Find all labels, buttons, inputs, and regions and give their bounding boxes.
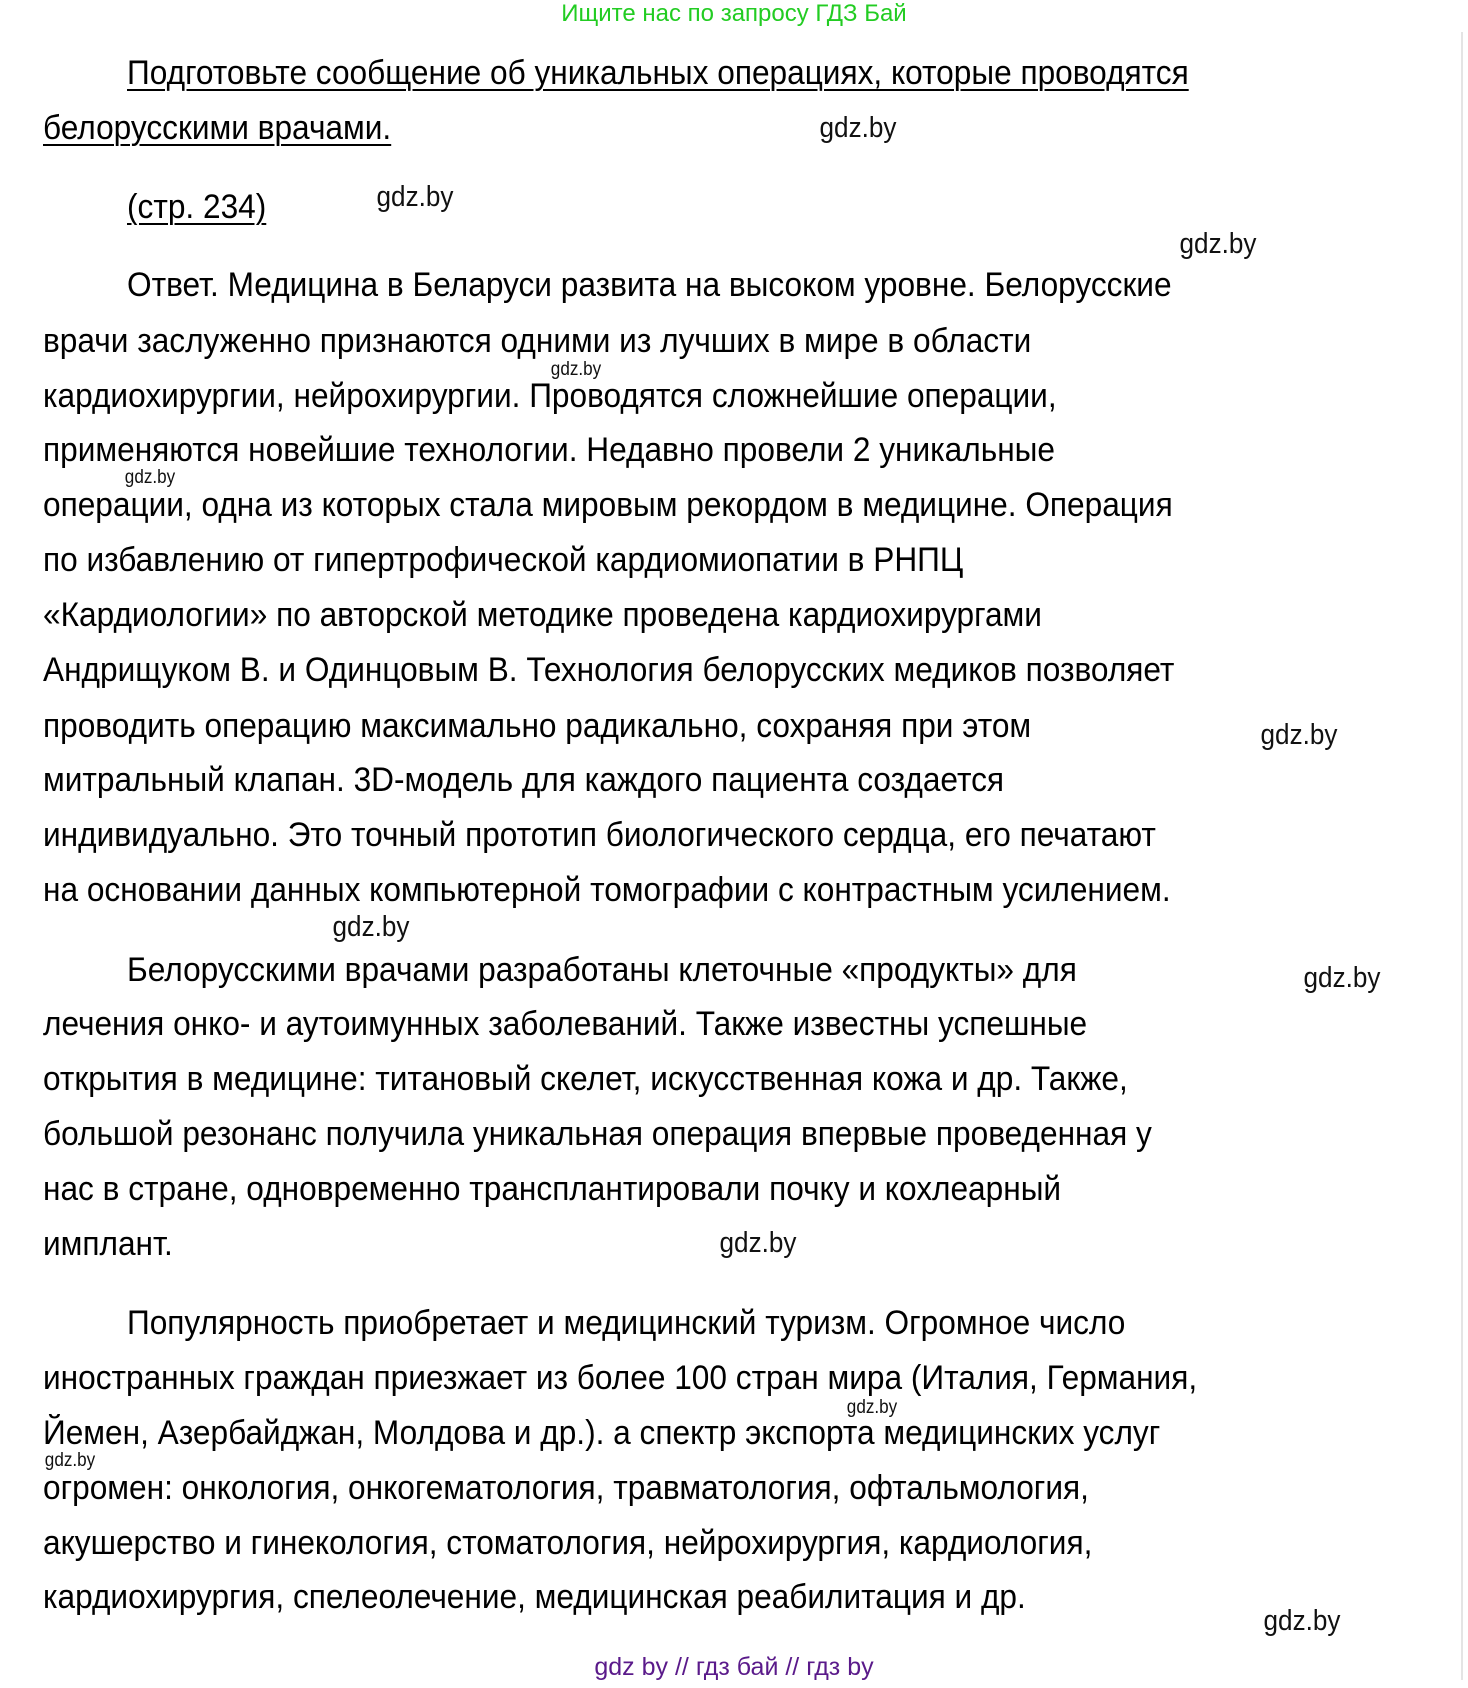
watermark-text: gdz.by — [550, 359, 602, 380]
answer-text-line: имплант. — [43, 1225, 173, 1263]
answer-text-line: операции, одна из которых стала мировым рекордом в медицине. Операция — [43, 486, 1173, 524]
watermark-text: gdz.by — [819, 112, 897, 144]
watermark-text: gdz.by — [1260, 719, 1338, 751]
answer-text-line: «Кардиологии» по авторской методике проведена кардиохирургами — [43, 596, 1042, 634]
watermark-text: gdz.by — [1263, 1605, 1341, 1637]
promo-header: Ищите нас по запросу ГДЗ Бай — [561, 0, 907, 27]
answer-text-line: Белорусскими врачами разработаны клеточные «продукты» для — [127, 951, 1077, 989]
watermark-text: gdz.by — [719, 1227, 797, 1259]
answer-text-line: на основании данных компьютерной томографии с контрастным усилением. — [43, 871, 1171, 909]
watermark-text: gdz.by — [846, 1397, 898, 1418]
watermark-text: gdz.by — [376, 181, 454, 213]
answer-text-line: иностранных граждан приезжает из более 100 стран мира (Италия, Германия, — [43, 1359, 1198, 1397]
task-heading-line: белорусскими врачами. — [43, 109, 392, 147]
answer-text-line: Ответ. Медицина в Беларуси развита на высоком уровне. Белорусские — [127, 266, 1172, 304]
answer-text-line: лечения онко- и аутоимунных заболеваний. Также известны успешные — [43, 1005, 1088, 1043]
page-edge-divider — [1461, 32, 1463, 1680]
watermark-text: gdz.by — [1179, 228, 1257, 260]
answer-text-line: акушерство и гинекология, стоматология, нейрохирургия, кардиология, — [43, 1524, 1093, 1562]
task-heading-line: Подготовьте сообщение об уникальных операциях, которые проводятся — [127, 54, 1189, 92]
watermark-text: gdz.by — [124, 467, 176, 488]
answer-text-line: открытия в медицине: титановый скелет, искусственная кожа и др. Также, — [43, 1060, 1128, 1098]
answer-text-line: кардиохирургия, спелеолечение, медицинская реабилитация и др. — [43, 1578, 1026, 1616]
answer-text-line: Популярность приобретает и медицинский туризм. Огромное число — [127, 1304, 1126, 1342]
answer-text-line: индивидуально. Это точный прототип биологического сердца, его печатают — [43, 816, 1156, 854]
watermark-text: gdz.by — [332, 911, 410, 943]
answer-text-line: митральный клапан. 3D-модель для каждого пациента создается — [43, 761, 1005, 799]
footer-links[interactable]: gdz by // гдз бай // гдз by — [594, 1653, 874, 1681]
answer-text-line: проводить операцию максимально радикально, сохраняя при этом — [43, 707, 1032, 745]
answer-text-line: применяются новейшие технологии. Недавно провели 2 уникальные — [43, 431, 1055, 469]
answer-text-line: большой резонанс получила уникальная операция впервые проведенная у — [43, 1115, 1152, 1153]
answer-text-line: кардиохирургии, нейрохирургии. Проводятся сложнейшие операции, — [43, 377, 1057, 415]
task-heading-line: (стр. 234) — [127, 188, 267, 226]
answer-text-line: Андрищуком В. и Одинцовым В. Технология белорусских медиков позволяет — [43, 651, 1175, 689]
answer-text-line: нас в стране, одновременно трансплантировали почку и кохлеарный — [43, 1170, 1062, 1208]
watermark-text: gdz.by — [1303, 962, 1381, 994]
answer-text-line: врачи заслуженно признаются одними из лучших в мире в области — [43, 322, 1032, 360]
answer-text-line: огромен: онкология, онкогематология, травматология, офтальмология, — [43, 1469, 1089, 1507]
answer-text-line: по избавлению от гипертрофической кардиомиопатии в РНПЦ — [43, 541, 964, 579]
watermark-text: gdz.by — [44, 1450, 96, 1471]
answer-text-line: Йемен, Азербайджан, Молдова и др.). а спектр экспорта медицинских услуг — [43, 1414, 1161, 1452]
